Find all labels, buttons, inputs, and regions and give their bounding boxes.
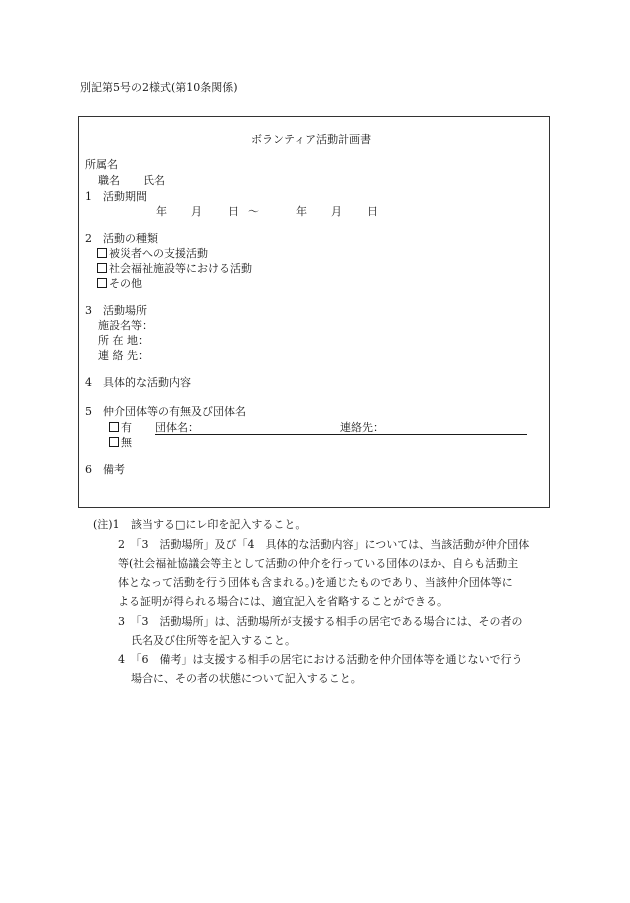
affiliation-label: 所属名 — [85, 158, 118, 171]
section-2-label: 活動の種類 — [103, 232, 158, 245]
contact-label: 連絡先： — [340, 421, 384, 434]
note-line: 場合に、その者の状態について記入すること。 — [131, 672, 362, 685]
section-6-number: 6 — [85, 463, 92, 476]
type-option-other-label: その他 — [109, 277, 142, 290]
date-year-2: 年 — [296, 205, 307, 218]
notes-prefix: (注)1 — [93, 518, 120, 531]
section-3-label: 活動場所 — [103, 304, 147, 317]
section-5-label: 仲介団体等の有無及び団体名 — [103, 405, 246, 418]
intermediary-yes[interactable] — [109, 421, 132, 435]
place-contact-label: 連 絡 先： — [98, 349, 149, 362]
checkbox-disaster[interactable] — [97, 248, 107, 258]
type-option-other[interactable] — [97, 277, 142, 291]
note-line: 4 「6 備考」は支援する相手の居宅における活動を仲介団体等を通じないで行う — [118, 653, 523, 666]
date-day-1: 日 — [228, 205, 239, 218]
date-month-1: 月 — [191, 205, 202, 218]
checkbox-welfare[interactable] — [97, 263, 107, 273]
section-6-label: 備考 — [103, 463, 125, 476]
type-option-disaster-label: 被災者への支援活動 — [109, 247, 208, 260]
group-name-label: 団体名： — [155, 421, 199, 434]
section-1-label: 活動期間 — [103, 190, 147, 203]
note-line: よる証明が得られる場合には、適宜記入を省略することができる。 — [118, 595, 448, 608]
place-facility-label: 施設名等： — [98, 319, 153, 332]
section-4-label: 具体的な活動内容 — [103, 376, 191, 389]
date-day-2: 日 — [367, 205, 378, 218]
type-option-welfare[interactable] — [97, 262, 252, 276]
note-line: 等(社会福祉協議会等主として活動の仲介を行っている団体のほか、自らも活動主 — [118, 557, 519, 570]
checkbox-other[interactable] — [97, 278, 107, 288]
name-label: 氏名 — [143, 174, 165, 187]
checkbox-yes[interactable] — [109, 422, 119, 432]
section-4-number: 4 — [85, 376, 92, 389]
form-number: 別記第5号の2様式(第10条関係) — [80, 81, 238, 94]
date-month-2: 月 — [331, 205, 342, 218]
note-line: 3 「3 活動場所」は、活動場所が支援する相手の居宅である場合には、その者の — [118, 615, 523, 628]
section-2-number: 2 — [85, 232, 92, 245]
type-option-welfare-label: 社会福祉施設等における活動 — [109, 262, 252, 275]
checkbox-no[interactable] — [109, 437, 119, 447]
intermediary-no-label: 無 — [121, 436, 132, 449]
date-year-1: 年 — [156, 205, 167, 218]
note-line: 体となって活動を行う団体も含まれる。)を通じたものであり、当該仲介団体等に — [118, 576, 513, 589]
intermediary-no[interactable] — [109, 436, 132, 450]
section-3-number: 3 — [85, 304, 92, 317]
note-line: 氏名及び住所等を記入すること。 — [131, 634, 296, 647]
section-1-number: 1 — [85, 190, 92, 203]
section-5-number: 5 — [85, 405, 92, 418]
place-address-label: 所 在 地： — [98, 334, 149, 347]
intermediary-yes-label: 有 — [121, 421, 132, 434]
date-range-tilde: 〜 — [248, 205, 259, 218]
form-title: ボランティア活動計画書 — [251, 133, 372, 146]
type-option-disaster[interactable] — [97, 247, 208, 261]
position-label: 職名 — [98, 174, 120, 187]
note-line: 2 「3 活動場所」及び「4 具体的な活動内容」については、当該活動が仲介団体 — [118, 538, 530, 551]
note-line: 該当する□にレ印を記入すること。 — [131, 518, 307, 531]
